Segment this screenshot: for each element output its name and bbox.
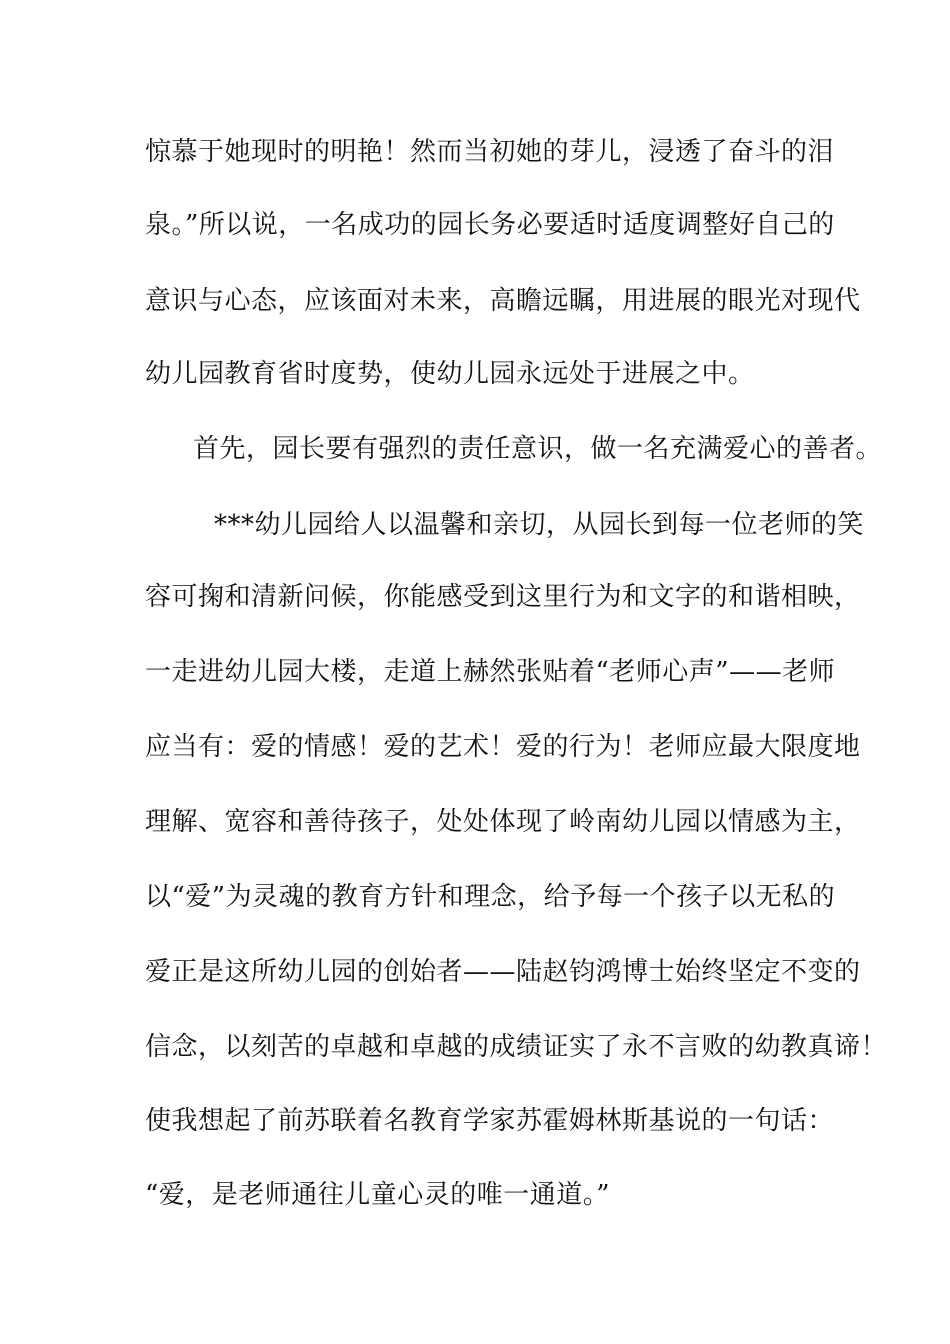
text-line: ***幼儿园给人以温馨和亲切，从园长到每一位老师的笑: [214, 510, 865, 540]
text-line: 意识与心态，应该面对未来，高瞻远瞩，用进展的眼光对现代: [145, 286, 861, 316]
text-line: 使我想起了前苏联着名教育学家苏霍姆林斯基说的一句话：: [145, 1106, 835, 1136]
text-line: 容可掬和清新问候，你能感受到这里行为和文字的和谐相映，: [145, 582, 861, 612]
text-line: 爱正是这所幼儿园的创始者——陆赵钧鸿博士始终坚定不变的: [145, 957, 861, 987]
text-line: 首先，园长要有强烈的责任意识，做一名充满爱心的善者。: [193, 434, 883, 464]
text-line: 惊慕于她现时的明艳！然而当初她的芽儿，浸透了奋斗的泪: [145, 137, 835, 167]
text-line: 一走进幼儿园大楼，走道上赫然张贴着“老师心声”——老师: [145, 657, 836, 687]
text-line: 信念，以刻苦的卓越和卓越的成绩证实了永不言败的幼教真谛！: [145, 1032, 888, 1062]
text-line: 以“爱”为灵魂的教育方针和理念，给予每一个孩子以无私的: [145, 882, 836, 912]
text-line: “爱，是老师通往儿童心灵的唯一通道。”: [145, 1180, 611, 1210]
text-line: 理解、宽容和善待孩子，处处体现了岭南幼儿园以情感为主，: [145, 807, 861, 837]
text-line: 泉。”所以说，一名成功的园长务必要适时适度调整好自己的: [145, 210, 835, 240]
text-line: 应当有：爱的情感！爱的艺术！爱的行为！老师应最大限度地: [145, 732, 861, 762]
text-line: 幼儿园教育省时度势，使幼儿园永远处于进展之中。: [145, 359, 755, 389]
